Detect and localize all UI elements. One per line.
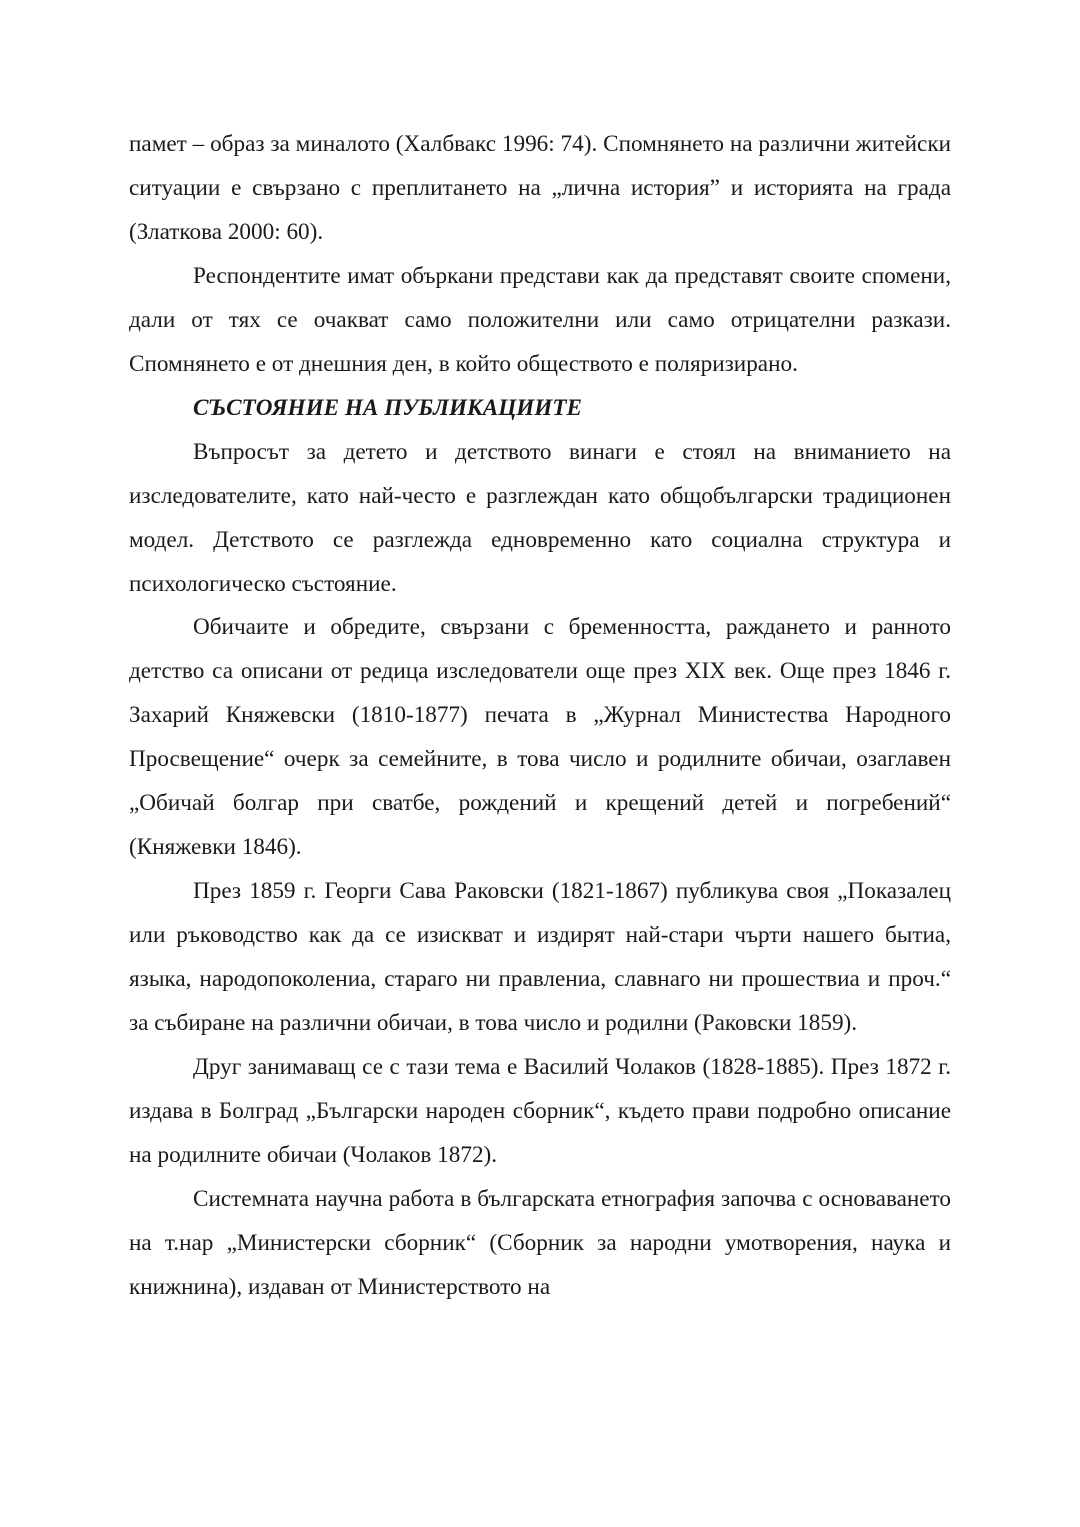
paragraph-customs-rituals: Обичаите и обредите, свързани с бременността, раждането и ранното детство са описани от редица изследователи още през XIX век. Още през 1846 г. Захарий Княжевски (1810-1877) печата в „Журнал Министества Народного Просвещение“ очерк за семейните, в това число и родилните обичаи, озаглавен „Обичай болгар при сватбе, рождений и крещений детей и погребений“ (Княжевки 1846). (129, 614, 951, 861)
section-heading: СЪСТОЯНИЕ НА ПУБЛИКАЦИИТЕ (193, 394, 582, 421)
paragraph-cholakov: Друг занимаващ се с тази тема е Василий Чолаков (1828-1885). През 1872 г. издава в Болград „Български народен сборник“, където прави подробно описание на родилните обичаи (Чолаков 1872). (129, 1054, 951, 1168)
paragraph-respondents: Респондентите имат объркани представи как да представят своите спомени, дали от тях се очакват само положителни или само отрицателни разкази. Спомнянето е от днешния ден, в който обществото е поляризирано. (129, 262, 951, 377)
paragraph-rakovski: През 1859 г. Георги Сава Раковски (1821-1867) публикува своя „Показалец или ръководство как да се изискват и издирят най-стари чърти нашего бытиа, языка, народопоколениа, стараго ни правлениа, славнаго ни прошествиа и проч.“ за събиране на различни обичаи, в това число и родилни (Раковски 1859). (129, 878, 951, 1037)
document-body (129, 123, 951, 1310)
paragraph-memory-continuation: памет – образ за миналото (Халбвакс 1996: 74). Спомнянето на различни житейски ситуации е свързано с преплитането на „лична история” и историята на града (Златкова 2000: 60). (129, 131, 951, 245)
paragraph-childhood-question: Въпросът за детето и детството винаги е стоял на вниманието на изследователите, като най-често е разглеждан като общобългарски традиционен модел. Детството се разглежда едновременно като социална структура и психологическо състояние. (129, 438, 951, 597)
paragraph-systematic-research: Системната научна работа в българската етнография започва с основаването на т.нар „Министерски сборник“ (Сборник за народни умотворения, наука и книжнина), издаван от Министерството на (129, 1185, 951, 1300)
